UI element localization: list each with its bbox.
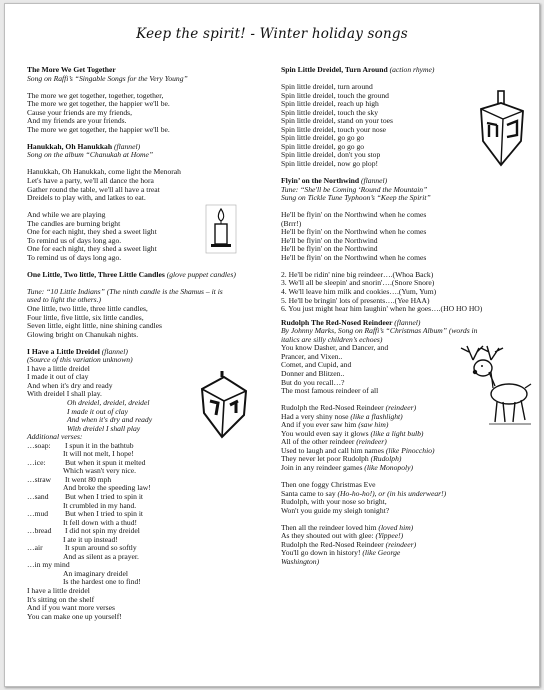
lyric-line: Gather round the table, we'll all have a treat [27, 184, 160, 194]
song-source: italics are silly children’s echoes) [281, 334, 383, 344]
lyric-line: You'll go down in history! (like George [281, 548, 401, 558]
lyric-line: Spin little dreidel, reach up high [281, 99, 379, 109]
song-title-candles: One Little, Two little, Three Little Candles (glove puppet candles) [27, 269, 236, 279]
lyric-line: One for each night, they shed a sweet light [27, 227, 157, 237]
verse-straw: …straw It went 80 mph [27, 474, 112, 484]
lyric-line: 4. We'll leave him milk and cookies….(Yum, Yum) [281, 287, 437, 297]
lyric-line: I have a little dreidel [27, 363, 90, 373]
song-title-dreidel: I Have a Little Dreidel (flannel) [27, 346, 128, 356]
lyric-line: I ate it up instead! [63, 534, 118, 544]
lyric-line: But do you recall…? [281, 377, 345, 387]
song-title-hanukkah: Hanukkah, Oh Hanukkah (flannel) [27, 141, 141, 151]
lyric-line: The most famous reindeer of all [281, 386, 379, 396]
lyric-line: 5. He'll be bringin' lots of presents….(Yee HAA) [281, 295, 430, 305]
lyric-line: Cause your friends are my friends, [27, 107, 133, 117]
song-source: Song on the album “Chanukah at Home” [27, 150, 154, 160]
lyric-line: (Brrr!) [281, 218, 302, 228]
verse-soap: …soap: I spun it in the bathtub [27, 440, 134, 450]
lyric-line: Join in any reindeer games (like Monopoly) [281, 462, 414, 472]
lyric-line: You can make one up yourself! [27, 611, 122, 621]
lyric-line: Glowing bright on Chanukah nights. [27, 329, 139, 339]
lyric-line: Seven little, eight little, nine shining candles [27, 321, 162, 331]
lyric-line: He'll be flyin' on the Northwind when he comes [281, 210, 427, 220]
song-title-more-we-get-together: The More We Get Together [27, 65, 116, 74]
song-tune: Tune: “10 Little Indians” (The ninth candle is the Shamus – it is [27, 286, 223, 296]
lyric-line: And while we are playing [27, 210, 106, 220]
lyric-line: They never let poor Rudolph (Rudolph) [281, 454, 402, 464]
lyric-line: The candles are burning bright [27, 218, 121, 228]
reindeer-icon [451, 342, 535, 430]
document-page [4, 3, 540, 687]
lyric-line: It crumbled in my hand. [63, 500, 137, 510]
song-tune: used to light the others.) [27, 295, 102, 305]
chorus-line: Oh dreidel, dreidel, dreidel [67, 398, 150, 407]
lyric-line: 2. He'll be ridin' nine big reindeer….(Whoa Back) [281, 269, 434, 279]
lyric-line: And if you ever saw him (saw him) [281, 420, 389, 430]
lyric-line: I have a little dreidel [27, 586, 90, 596]
lyric-line: 3. We'll all be sleepin' and snorin'….(Snore Snore) [281, 278, 435, 288]
dreidel-icon [475, 89, 529, 169]
verse-mind-label: …in my mind [27, 560, 70, 570]
lyric-line: Spin little dreidel, now go plop! [281, 158, 379, 168]
lyric-line: And as silent as a prayer. [63, 551, 139, 561]
lyric-line: And if you want more verses [27, 603, 115, 613]
lyric-line: Santa came to say (Ho-ho-ho!), or (in his underwear!) [281, 488, 447, 498]
lyric-line: The more we get together, the happier we'll be. [27, 99, 170, 109]
song-title-northwind: Flyin’ on the Northwind (flannel) [281, 176, 388, 186]
lyric-line: Comet, and Cupid, and [281, 360, 352, 370]
additional-verses-label: Additional verses: [27, 432, 83, 442]
lyric-line: Then all the reindeer loved him (loved him) [281, 522, 414, 532]
lyric-line: He'll be flyin' on the Northwind when he comes [281, 252, 427, 262]
lyric-line: He'll be flyin' on the Northwind when he comes [281, 227, 427, 237]
lyric-line: Then one foggy Christmas Eve [281, 479, 376, 489]
lyric-line: To remind us of days long ago. [27, 235, 122, 245]
lyric-line: Dreidels to play with, and latkes to eat. [27, 193, 146, 203]
lyric-line: Rudolph the Red-Nosed Reindeer (reindeer) [281, 539, 417, 549]
song-source: (Source of this variation unknown) [27, 355, 133, 365]
song-source: Sung on Tickle Tune Typhoon’s “Keep the Spirit” [281, 193, 431, 203]
lyric-line: You know Dasher, and Dancer, and [281, 343, 389, 353]
lyric-line: He'll be flyin' on the Northwind [281, 235, 378, 245]
lyric-line: One for each night, they shed a sweet light [27, 244, 157, 254]
chorus-line: With dreidel I shall play [67, 423, 141, 433]
chorus-line: And when it's dry and ready [67, 415, 153, 425]
menorah-candle-icon [205, 204, 237, 254]
lyric-line: I made it out of clay [27, 372, 89, 382]
lyric-line: It's sitting on the shelf [27, 594, 95, 604]
lyric-line: And broke the speeding law! [63, 483, 151, 493]
page-title: Keep the spirit! - Winter holiday songs [136, 26, 408, 42]
lyric-line: Spin little dreidel, go go go [281, 141, 365, 151]
lyric-line: Donner and Blitzen.. [281, 368, 345, 378]
dreidel-icon [192, 369, 252, 441]
lyric-line: It will not melt, I hope! [63, 449, 134, 459]
song-source: Song on Raffi’s “Singable Songs for the Very Young” [27, 73, 188, 83]
chorus-line: I made it out of clay [67, 406, 128, 416]
lyric-line: As they shouted out with glee: (Yippee!) [281, 531, 404, 541]
verse-bread: …bread I did not spin my dreidel [27, 526, 140, 536]
lyric-line: Let's have a party, we'll all dance the hora [27, 175, 154, 185]
lyric-line: Spin little dreidel, touch the ground [281, 90, 389, 100]
lyric-line: The more we get together, together, together, [27, 90, 164, 100]
lyric-line: Is the hardest one to find! [63, 577, 141, 587]
lyric-line: The more we get together, the happier we'll be. [27, 124, 170, 134]
verse-sand: …sand But when I tried to spin it [27, 492, 144, 502]
lyric-line: Hanukkah, Oh Hanukkah, come light the Menorah [27, 167, 181, 177]
lyric-line: To remind us of days long ago. [27, 252, 122, 262]
lyric-line: And my friends are your friends. [27, 116, 127, 126]
lyric-line: All of the other reindeer (reindeer) [281, 437, 387, 447]
lyric-line: Won't you guide my sleigh tonight? [281, 505, 390, 515]
song-tune: Tune: “She'll be Coming ‘Round the Mountain” [281, 184, 428, 194]
left-column [27, 66, 267, 621]
lyric-line: Spin little dreidel, touch the sky [281, 107, 379, 117]
lyric-line: With dreidel I shall play. [27, 389, 102, 399]
lyric-line: And when it's dry and ready [27, 380, 113, 390]
lyric-line: Washington) [281, 556, 320, 566]
lyric-line: It fell down with a thud! [63, 517, 138, 527]
lyric-line: Spin little dreidel, go go go [281, 133, 365, 143]
lyric-line: Spin little dreidel, turn around [281, 82, 373, 92]
song-title-rudolph: Rudolph The Red-Nosed Reindeer (flannel) [281, 317, 421, 327]
lyric-line: Rudolph the Red-Nosed Reindeer (reindeer) [281, 403, 417, 413]
lyric-line: Spin little dreidel, don't you stop [281, 150, 381, 160]
verse-air: …air It spun around so softly [27, 543, 137, 553]
verse-ice: …ice: But when it spun it melted [27, 457, 146, 467]
lyric-line: You would even say it glows (like a light bulb) [281, 428, 424, 438]
lyric-line: Spin little dreidel, touch your nose [281, 124, 387, 134]
song-title-spin-dreidel: Spin Little Dreidel, Turn Around (action rhyme) [281, 65, 435, 74]
verse-mud: …mud But when I tried to spin it [27, 509, 144, 519]
lyric-line: 6. You just might hear him laughin' when he goes….(HO HO HO) [281, 304, 483, 314]
lyric-line: One little, two little, three little candles, [27, 304, 148, 314]
lyric-line: Rudolph, with your nose so bright, [281, 497, 387, 507]
lyric-line: Prancer, and Vixen.. [281, 351, 343, 361]
lyric-line: Spin little dreidel, stand on your toes [281, 116, 393, 126]
lyric-line: Four little, five little, six little candles, [27, 312, 144, 322]
lyric-line: An imaginary dreidel [63, 568, 128, 578]
lyric-line: Used to laugh and call him names (like Pinocchio) [281, 445, 435, 455]
lyric-line: Which wasn't very nice. [63, 466, 137, 476]
lyric-line: He'll be flyin' on the Northwind [281, 244, 378, 254]
lyric-line: Had a very shiny nose (like a flashlight) [281, 411, 403, 421]
song-source: By Johnny Marks, Song on Raffi’s “Christmas Album” (words in [281, 326, 478, 336]
